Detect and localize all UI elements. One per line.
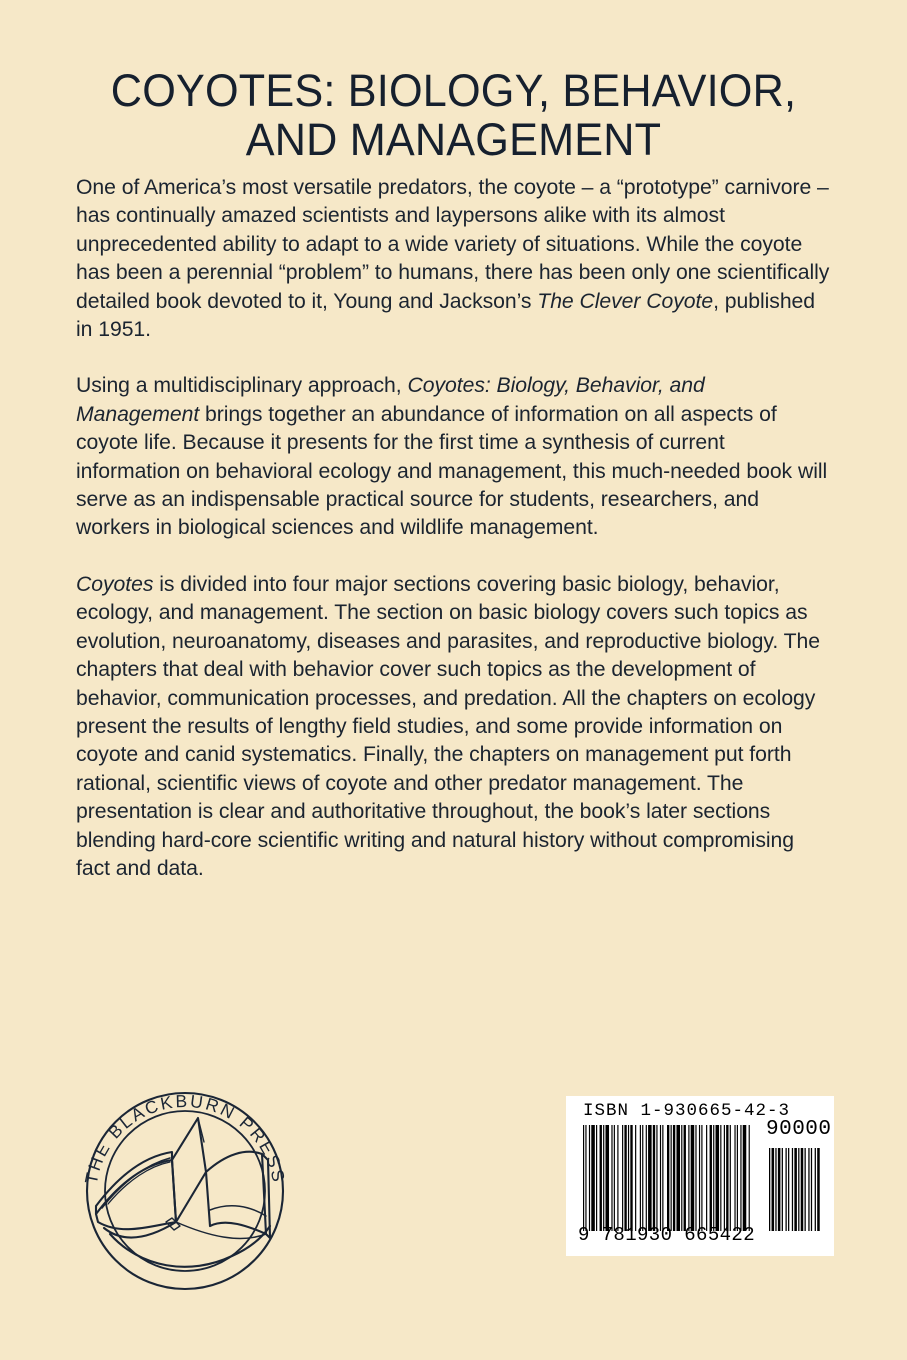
title-line-1: COYOTES: BIOLOGY, BEHAVIOR, bbox=[110, 65, 797, 116]
logo-book-right-leaf bbox=[210, 1206, 266, 1216]
publisher-logo bbox=[80, 1086, 290, 1296]
logo-book-bottom-right bbox=[176, 1222, 266, 1238]
logo-inner-circle bbox=[105, 1111, 265, 1271]
blurb-paragraph-1: One of America’s most versatile predators, the coyote – a “prototype” carnivore – has continually amazed scientists and laypersons alike with its almost unprecedented ability to adapt to a wide variety of situations. While the coyote has been a perennial “problem” to humans, there has been only one scientifically detailed book devoted to it, Young and Jackson’s The Clever Coyote, published in 1951. bbox=[76, 176, 830, 342]
blurb-text bbox=[76, 174, 833, 883]
logo-book-bottom-arc bbox=[110, 1226, 270, 1267]
isbn-barcode bbox=[566, 1096, 834, 1256]
publisher-logo-text: THE BLACKBURN PRESS bbox=[80, 1090, 290, 1186]
ean-human-readable: 9 781930 665422 bbox=[578, 1224, 756, 1246]
logo-book-right-page bbox=[206, 1152, 266, 1234]
title-line-2: AND MANAGEMENT bbox=[245, 114, 662, 165]
barcode-main-symbol bbox=[583, 1125, 751, 1231]
isbn-text: ISBN 1-930665-42-3 bbox=[583, 1101, 791, 1121]
barcode-addon-symbol bbox=[769, 1148, 821, 1231]
blurb-paragraph-3: Coyotes is divided into four major sections covering basic biology, behavior, ecology, and management. The section on basic biology covers such topics as evolution, neuroanatomy, diseases and parasites, and reproductive biology. The chapters that deal with behavior cover such topics as the development of behavior, communication processes, and predation. All the chapters on ecology present the results of lengthy field studies, and some provide information on coyote and canid systematics. Finally, the chapters on management put forth rational, scientific views of coyote and other predator management. The presentation is clear and authoritative throughout, the book’s later sections blending hard-core scientific writing and natural history without compromising fact and data. bbox=[76, 572, 821, 880]
italic-run: Coyotes: Biology, Behavior, and Management bbox=[76, 374, 705, 426]
barcode-addon-text: 90000 bbox=[766, 1118, 832, 1141]
page-title bbox=[76, 66, 831, 164]
italic-run: The Clever Coyote bbox=[537, 289, 714, 313]
blurb-paragraph-2: Using a multidisciplinary approach, Coyotes: Biology, Behavior, and Management brings together an abundance of information on all aspects of coyote life. Because it presents for the first time a synthesis of current information on behavioral ecology and management, this much-needed book will serve as an indispensable practical source for students, researchers, and workers in biological sciences and wildlife management. bbox=[76, 374, 828, 540]
logo-book-center-page bbox=[172, 1118, 206, 1222]
italic-run: Coyotes bbox=[76, 572, 154, 596]
